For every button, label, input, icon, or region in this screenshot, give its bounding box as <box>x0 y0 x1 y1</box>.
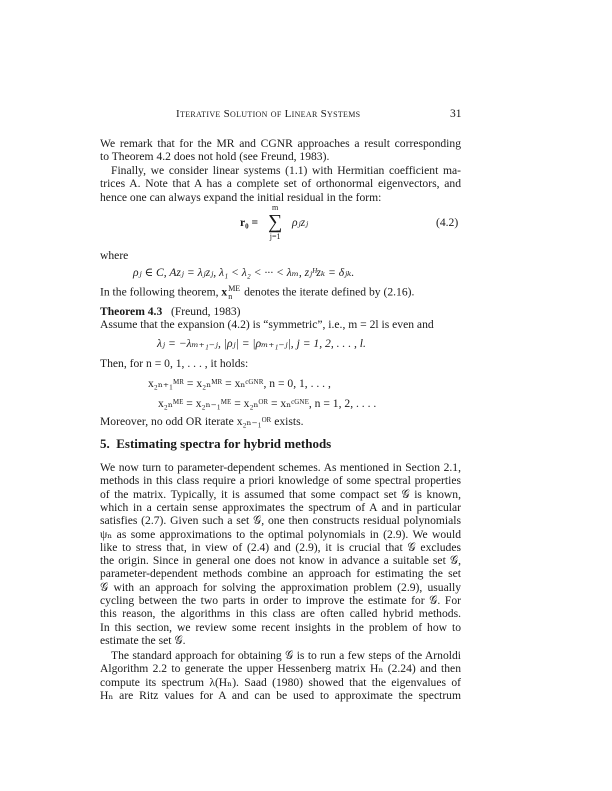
text-line: of the matrix. Typically, it is assumed that some compact set 𝒢 is known, <box>100 487 461 501</box>
text-line: satisfies (2.7). Given such a set 𝒢, one then constructs residual polynomials <box>100 514 461 528</box>
theorem-assume: Assume that the expansion (4.2) is “symmetric”, i.e., m = 2l is even and <box>100 318 434 331</box>
text-line: cycling between the two parts in order to improve the estimate for 𝒢. For <box>100 594 461 607</box>
text-line: ψₙ as some approximations to the optimal polynomials in (2.9). We would <box>100 527 461 541</box>
x-indices <box>228 285 240 301</box>
eq-lhs: r₀ = <box>240 216 259 229</box>
text-line: hence one can always expand the initial residual in the form: <box>100 190 382 204</box>
theorem-source: (Freund, 1983) <box>170 305 241 318</box>
theorem-moreover: Moreover, no odd OR iterate x₂ₙ₋₁ᴼᴿ exists. <box>100 415 304 428</box>
x-sup: ME <box>228 284 241 293</box>
equation-where: ρⱼ ∈ C, Azⱼ = λⱼzⱼ, λ₁ < λ₂ < ··· < λₘ, zⱼᴴzₖ = δⱼₖ. <box>133 266 355 279</box>
eq-sum-sign: ∑ <box>268 211 283 233</box>
text-line: this reason, the algorithms in this class are often called hybrid methods. <box>100 607 461 621</box>
text-line: like to stress that, in view of (2.4) and (2.9), it is crucial that 𝒢 excludes <box>100 540 461 554</box>
text-line: the origin. Since in general one does not know in advance a suitable set 𝒢, <box>100 554 461 568</box>
equation-me-row: x₂ₙᴹᴱ = x₂ₙ₋₁ᴹᴱ = x₂ₙᴼᴿ = xₙᶜᴳᴺᴱ, n = 1, 2, . . . . <box>158 397 377 410</box>
text-line: trices A. Note that A has a complete set of orthonormal eigenvectors, and <box>100 177 461 191</box>
section-number: 5. <box>100 436 110 451</box>
running-header: Iterative Solution of Linear Systems <box>176 108 361 120</box>
eq-sum-upper: m <box>272 203 279 212</box>
theorem-heading <box>100 305 461 318</box>
text-line: We remark that for the MR and CGNR approaches a result corresponding <box>100 137 461 150</box>
section-title: Estimating spectra for hybrid methods <box>116 436 332 451</box>
text-line: The standard approach for obtaining 𝒢 is to run a few steps of the Arnoldi <box>111 649 461 662</box>
page-number: 31 <box>450 108 462 120</box>
following-post: denotes the iterate defined by (2.16). <box>241 285 415 299</box>
text-line: estimate the set 𝒢. <box>100 633 186 647</box>
equation-mr-row: x₂ₙ₊₁ᴹᴿ = x₂ₙᴹᴿ = xₙᶜᴳᴺᴿ, n = 0, 1, . . . , <box>148 377 331 390</box>
eq-body: ρⱼzⱼ <box>292 216 309 229</box>
text-line: Algorithm 2.2 to generate the upper Hessenberg matrix Hₙ (2.24) and then <box>100 662 461 676</box>
text-line: Hₙ are Ritz values for A and can be used to approximate the spectrum <box>100 688 461 702</box>
text-line: In this section, we review some recent insights in the problem of how to <box>100 620 461 634</box>
x-sub: n <box>228 292 233 301</box>
following-pre: In the following theorem, <box>100 285 222 299</box>
eq-summation <box>268 203 282 241</box>
text-line: parameter-dependent methods combine an approach for estimating the set <box>100 567 461 581</box>
equation-symmetric: λⱼ = −λₘ₊₁₋ⱼ, |ρⱼ| = |ρₘ₊₁₋ⱼ|, j = 1, 2, . . . , l. <box>157 337 366 350</box>
text-line: methods in this class require a priori knowledge of some spectral properties <box>100 474 461 488</box>
eq-number: (4.2) <box>436 216 459 229</box>
text-line: which in a certain sense approximates the spectrum of A and in particular <box>100 500 461 514</box>
theorem-then: Then, for n = 0, 1, . . . , it holds: <box>100 357 249 370</box>
text-line: to Theorem 4.2 does not hold (see Freund, 1983). <box>100 150 330 164</box>
eq-sum-lower: j=1 <box>269 232 281 241</box>
theorem-label: Theorem 4.3 <box>100 305 163 318</box>
text-line: Finally, we consider linear systems (1.1) with Hermitian coefficient ma- <box>111 164 461 177</box>
text-line: 𝒢 with an approach for solving the approximation problem (2.9), usually <box>100 580 461 594</box>
text-line: compute its spectrum λ(Hₙ). Saad (1980) showed that the eigenvalues of <box>100 675 461 689</box>
x-symbol: x <box>221 285 228 299</box>
where-text: where <box>100 249 129 262</box>
section-heading <box>100 436 461 451</box>
text-line: We now turn to parameter-dependent schemes. As mentioned in Section 2.1, <box>100 461 461 474</box>
following-text <box>100 285 461 301</box>
